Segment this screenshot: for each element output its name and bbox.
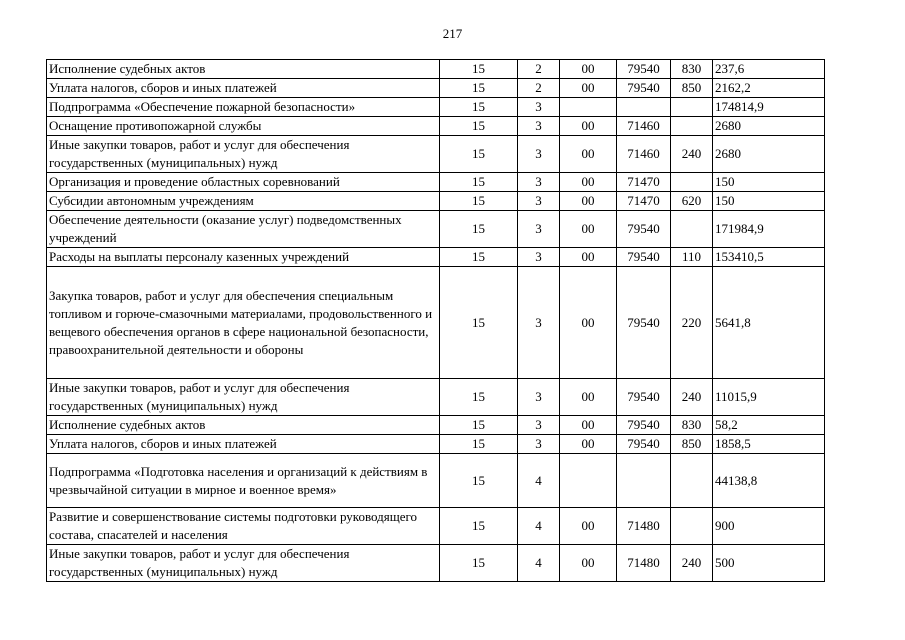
row-name: Уплата налогов, сборов и иных платежей — [47, 79, 440, 98]
row-subsection: 3 — [518, 435, 560, 454]
row-section: 15 — [440, 416, 518, 435]
table-row — [47, 545, 825, 582]
row-article-code: 79540 — [617, 79, 671, 98]
row-section: 15 — [440, 60, 518, 79]
row-expense-type: 850 — [671, 435, 713, 454]
table-row — [47, 454, 825, 508]
row-amount: 11015,9 — [713, 379, 825, 416]
row-expense-type: 620 — [671, 192, 713, 211]
row-article-code: 79540 — [617, 248, 671, 267]
row-expense-type — [671, 211, 713, 248]
row-amount: 900 — [713, 508, 825, 545]
row-name: Иные закупки товаров, работ и услуг для обеспечения государственных (муниципальных) нужд — [47, 136, 440, 173]
row-program-code: 00 — [560, 60, 617, 79]
row-expense-type — [671, 173, 713, 192]
table-row — [47, 416, 825, 435]
row-section: 15 — [440, 545, 518, 582]
row-section: 15 — [440, 79, 518, 98]
row-name: Иные закупки товаров, работ и услуг для обеспечения государственных (муниципальных) нужд — [47, 545, 440, 582]
row-subsection: 3 — [518, 192, 560, 211]
row-amount: 174814,9 — [713, 98, 825, 117]
row-amount: 5641,8 — [713, 267, 825, 379]
row-article-code: 71470 — [617, 192, 671, 211]
row-subsection: 3 — [518, 173, 560, 192]
row-section: 15 — [440, 211, 518, 248]
row-name: Подпрограмма «Обеспечение пожарной безопасности» — [47, 98, 440, 117]
row-program-code: 00 — [560, 173, 617, 192]
row-article-code — [617, 98, 671, 117]
row-subsection: 3 — [518, 379, 560, 416]
row-subsection: 3 — [518, 211, 560, 248]
row-name: Расходы на выплаты персоналу казенных учреждений — [47, 248, 440, 267]
table-row — [47, 79, 825, 98]
row-amount: 237,6 — [713, 60, 825, 79]
table-row — [47, 379, 825, 416]
row-expense-type — [671, 117, 713, 136]
row-expense-type: 830 — [671, 416, 713, 435]
row-article-code: 71480 — [617, 508, 671, 545]
row-expense-type: 110 — [671, 248, 713, 267]
row-program-code: 00 — [560, 192, 617, 211]
row-expense-type: 240 — [671, 136, 713, 173]
page-number: 217 — [442, 26, 463, 41]
row-amount: 2162,2 — [713, 79, 825, 98]
row-amount: 150 — [713, 192, 825, 211]
table-row — [47, 508, 825, 545]
row-program-code: 00 — [560, 435, 617, 454]
row-subsection: 3 — [518, 248, 560, 267]
row-expense-type — [671, 98, 713, 117]
table-row — [47, 211, 825, 248]
row-article-code: 79540 — [617, 267, 671, 379]
row-program-code — [560, 98, 617, 117]
row-amount: 171984,9 — [713, 211, 825, 248]
row-name: Исполнение судебных актов — [47, 416, 440, 435]
row-program-code: 00 — [560, 117, 617, 136]
row-subsection: 2 — [518, 60, 560, 79]
row-amount: 150 — [713, 173, 825, 192]
table-row — [47, 173, 825, 192]
row-program-code: 00 — [560, 416, 617, 435]
row-amount: 153410,5 — [713, 248, 825, 267]
row-subsection: 2 — [518, 79, 560, 98]
row-expense-type: 220 — [671, 267, 713, 379]
row-name: Иные закупки товаров, работ и услуг для обеспечения государственных (муниципальных) нужд — [47, 379, 440, 416]
row-article-code: 79540 — [617, 416, 671, 435]
table-row — [47, 60, 825, 79]
row-name: Оснащение противопожарной службы — [47, 117, 440, 136]
row-article-code: 79540 — [617, 60, 671, 79]
row-section: 15 — [440, 136, 518, 173]
row-program-code: 00 — [560, 211, 617, 248]
row-section: 15 — [440, 248, 518, 267]
row-name: Подпрограмма «Подготовка населения и организаций к действиям в чрезвычайной ситуации в мирное и военное время» — [47, 454, 440, 508]
row-subsection: 3 — [518, 416, 560, 435]
row-article-code: 71460 — [617, 136, 671, 173]
row-amount: 2680 — [713, 136, 825, 173]
row-expense-type: 240 — [671, 379, 713, 416]
row-amount: 1858,5 — [713, 435, 825, 454]
row-amount: 2680 — [713, 117, 825, 136]
row-amount: 44138,8 — [713, 454, 825, 508]
row-subsection: 4 — [518, 454, 560, 508]
table-row — [47, 117, 825, 136]
row-program-code: 00 — [560, 136, 617, 173]
row-section: 15 — [440, 454, 518, 508]
table-body — [47, 60, 825, 582]
table-row — [47, 98, 825, 117]
row-article-code: 71470 — [617, 173, 671, 192]
row-section: 15 — [440, 98, 518, 117]
table-row — [47, 248, 825, 267]
row-amount: 58,2 — [713, 416, 825, 435]
row-name: Обеспечение деятельности (оказание услуг) подведомственных учреждений — [47, 211, 440, 248]
row-subsection: 3 — [518, 98, 560, 117]
table-row — [47, 192, 825, 211]
row-program-code: 00 — [560, 545, 617, 582]
row-article-code — [617, 454, 671, 508]
row-program-code: 00 — [560, 267, 617, 379]
row-article-code: 79540 — [617, 435, 671, 454]
table-row — [47, 267, 825, 379]
row-expense-type: 240 — [671, 545, 713, 582]
row-section: 15 — [440, 192, 518, 211]
row-article-code: 71460 — [617, 117, 671, 136]
row-program-code — [560, 454, 617, 508]
row-subsection: 4 — [518, 545, 560, 582]
budget-table — [46, 59, 825, 582]
row-article-code: 79540 — [617, 211, 671, 248]
table-row — [47, 435, 825, 454]
row-expense-type — [671, 508, 713, 545]
row-section: 15 — [440, 173, 518, 192]
row-article-code: 79540 — [617, 379, 671, 416]
row-name: Закупка товаров, работ и услуг для обеспечения специальным топливом и горюче-смазочными материалами, продовольственного и вещевого обеспечения органов в сфере национальной безопасности, правоохранительной деятельности и обороны — [47, 267, 440, 379]
row-section: 15 — [440, 117, 518, 136]
row-section: 15 — [440, 379, 518, 416]
row-name: Субсидии автономным учреждениям — [47, 192, 440, 211]
row-name: Организация и проведение областных соревнований — [47, 173, 440, 192]
row-program-code: 00 — [560, 248, 617, 267]
row-amount: 500 — [713, 545, 825, 582]
row-program-code: 00 — [560, 508, 617, 545]
row-expense-type: 830 — [671, 60, 713, 79]
row-subsection: 3 — [518, 267, 560, 379]
row-subsection: 3 — [518, 117, 560, 136]
row-subsection: 3 — [518, 136, 560, 173]
row-name: Уплата налогов, сборов и иных платежей — [47, 435, 440, 454]
row-expense-type — [671, 454, 713, 508]
row-section: 15 — [440, 267, 518, 379]
row-section: 15 — [440, 508, 518, 545]
row-name: Развитие и совершенствование системы подготовки руководящего состава, спасателей и населения — [47, 508, 440, 545]
row-section: 15 — [440, 435, 518, 454]
row-program-code: 00 — [560, 79, 617, 98]
row-expense-type: 850 — [671, 79, 713, 98]
table-row — [47, 136, 825, 173]
row-name: Исполнение судебных актов — [47, 60, 440, 79]
row-program-code: 00 — [560, 379, 617, 416]
row-article-code: 71480 — [617, 545, 671, 582]
row-subsection: 4 — [518, 508, 560, 545]
